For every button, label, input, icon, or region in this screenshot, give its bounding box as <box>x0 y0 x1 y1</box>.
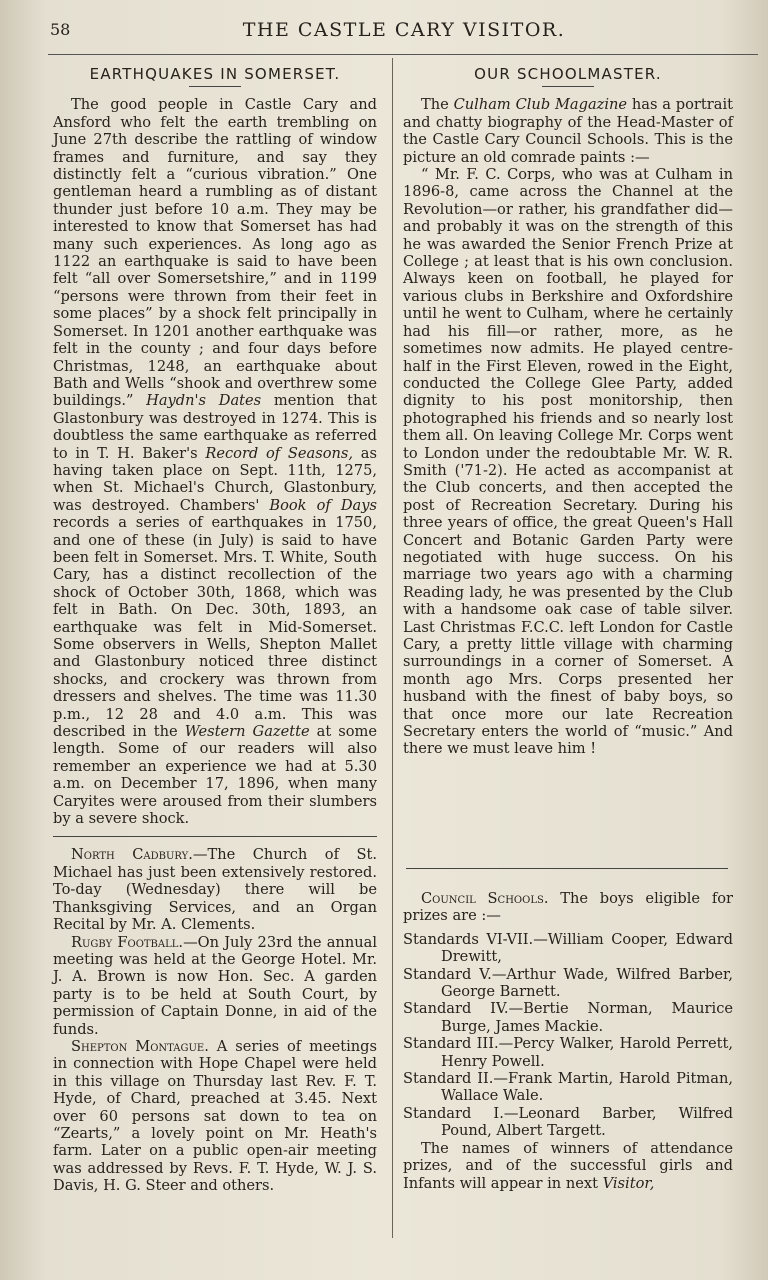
council-schools-heading: Council Schools. <box>421 890 549 907</box>
council-schools-section <box>403 890 733 1192</box>
note-heading: North Cadbury. <box>71 846 193 864</box>
column-divider <box>392 58 393 1238</box>
prize-standard-v: Standard V.—Arthur Wade, Wilfred Barber, George Barnett. <box>403 965 733 1001</box>
note-heading: Shepton Montague. <box>71 1037 209 1055</box>
earthquakes-title: EARTHQUAKES IN SOMERSET. <box>89 65 341 83</box>
schoolmaster-title: OUR SCHOOLMASTER. <box>474 65 662 83</box>
council-schools-intro: Council Schools. The boys eligible for prizes are :— <box>403 890 733 925</box>
note-shepton-montague: Shepton Montague. A series of meetings in connection with Hope Chapel were held in this village on Thursday last Rev. F. T. Hyde, of Chard, preached at 3.45. Next over 60 persons sat down to tea on “Zearts,” a lovely point on Mr. Heath's farm. Later on a public open-air meeting was addressed by Revs. F. T. Hyde, W. J. S. Davis, H. G. Steer and others. <box>53 1037 377 1195</box>
note-north-cadbury: North Cadbury.—The Church of St. Michael has just been extensively restored. To-day (Wednesday) there will be Thanksgiving Services, and an Organ Recital by Mr. A. Clements. <box>53 846 377 934</box>
page-header <box>50 18 758 46</box>
prize-standard-i: Standard I.—Leonard Barber, Wilfred Pound, Albert Targett. <box>403 1104 733 1140</box>
ref-western-gazette: Western Gazette <box>184 723 310 741</box>
ref-record-of-seasons: Record of Seasons, <box>205 444 354 462</box>
header-rule <box>48 54 758 55</box>
note-rugby-football: Rugby Football.—On July 23rd the annual meeting was held at the George Hotel. Mr. J. A. Brown is now Hon. Sec. A garden party is to be held at South Court, by permission of Captain Donne, in aid of the funds. <box>53 933 377 1038</box>
left-column <box>53 66 377 1195</box>
prize-standards-vi-vii: Standards VI-VII.—William Cooper, Edward Drewitt, <box>403 930 733 966</box>
section-rule <box>53 836 377 837</box>
culham-club-magazine: Culham Club Magazine <box>453 96 628 114</box>
visitor-ref: Visitor, <box>602 1174 655 1192</box>
right-column <box>403 66 733 758</box>
prize-standard-iv: Standard IV.—Bertie Norman, Maurice Burge, James Mackie. <box>403 1000 733 1035</box>
note-heading: Rugby Football. <box>71 933 184 951</box>
council-schools-closing: The names of winners of attendance prizes, and of the successful girls and Infants will appear in next Visitor, <box>403 1139 733 1192</box>
running-title: THE CASTLE CARY VISITOR. <box>242 19 566 41</box>
page-number: 58 <box>50 20 71 39</box>
prize-standard-iii: Standard III.—Percy Walker, Harold Perrett, Henry Powell. <box>403 1035 733 1070</box>
schoolmaster-intro: The Culham Club Magazine has a portrait and chatty biography of the Head-Master of the Castle Cary Council Schools. This is the picture an old comrade paints :— <box>403 96 733 166</box>
title-rule <box>189 86 241 87</box>
schoolmaster-quote: “ Mr. F. C. Corps, who was at Culham in 1896-8, came across the Channel at the Revolution—or rather, his grandfather did—and probably it was on the strength of this he was awarded the Senior French Prize at College ; at least that is his own conclusion. Always keen on football, he played for various clubs in Berkshire and Oxfordshire until he went to Culham, where he certainly had his fill—or rather, more, as he sometimes now admits. He played centre-half in the First Eleven, rowed in the Eight, conducted the College Glee Party, added dignity to his post monitorship, then photographed his friends and so nearly lost them all. On leaving College Mr. Corps went to London under the redoubtable Mr. W. R. Smith ('71-2). He acted as accompanist at the Club concerts, and then accepted the post of Recreation Secretary. During his three years of office, the great Queen's Hall Concert and Botanic Garden Party were negotiated with huge success. On his marriage two years ago with a charming Reading lady, he was presented by the Club with a handsome oak case of table silver. Last Christmas F.C.C. left London for Castle Cary, a pretty little village with charming surroundings in a corner of Somerset. A month ago Mrs. Corps presented her husband with the finest of baby boys, so that once more our late Recreation Secretary enters the world of “music.” And there we must leave him ! <box>403 166 733 758</box>
earthquakes-article: The good people in Castle Cary and Ansford who felt the earth trembling on June 27th describe the rattling of window frames and furniture, and say they distinctly felt a “curious vibration.” One gentleman heard a rumbling as of distant thunder just before 10 a.m. They may be interested to know that Somerset has had many such experiences. As long ago as 1122 an earthquake is said to have been felt “all over Somersetshire,” and in 1199 “persons were thrown from their feet in some places” by a shock felt principally in Somerset. In 1201 another earthquake was felt in the county ; and four days before Christmas, 1248, an earthquake about Bath and Wells “shook and overthrew some buildings.” Haydn's Dates mention that Glastonbury was destroyed in 1274. This is doubtless the same earthquake as referred to in T. H. Baker's Record of Seasons, as having taken place on Sept. 11th, 1275, when St. Michael's Church, Glastonbury, was destroyed. Chambers' Book of Days records a series of earthquakes in 1750, and one of these (in July) is said to have been felt in Somerset. Mrs. T. White, South Cary, has a distinct recollection of the shock of October 30th, 1868, which was felt in Bath. On Dec. 30th, 1893, an earthquake was felt in Mid-Somerset. Some observers in Wells, Shepton Mallet and Glastonbury noticed three distinct shocks, and crockery was thrown from dressers and shelves. The time was 11.30 p.m., 12 28 and 4.0 a.m. This was described in the Western Gazette at some length. Some of our readers will also remember an experience we had at 5.30 a.m. on December 17, 1896, when many Caryites were aroused from their slumbers by a severe shock. <box>53 96 377 828</box>
prize-standard-ii: Standard II.—Frank Martin, Harold Pitman, Wallace Wale. <box>403 1070 734 1105</box>
title-rule <box>542 86 594 87</box>
section-rule <box>406 868 728 869</box>
ref-book-of-days: Book of Days <box>269 496 377 514</box>
ref-haydns-dates: Haydn's Dates <box>146 392 262 410</box>
